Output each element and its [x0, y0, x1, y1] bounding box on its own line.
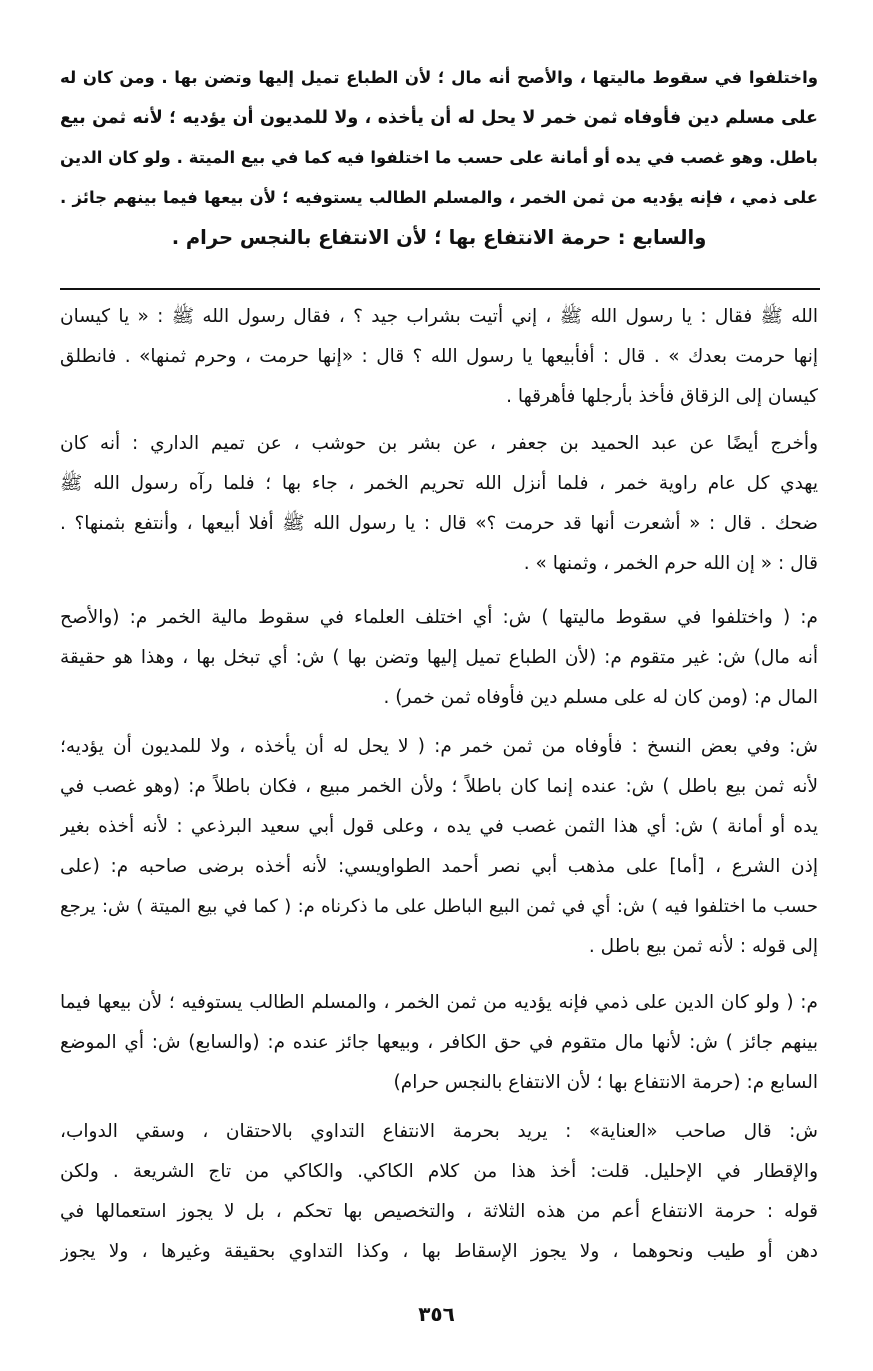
- commentary-line: ش: وفي بعض النسخ : فأوفاه من ثمن خمر م: ( لا يحل له أن يأخذه ، ولا للمديون أن يؤديه؛: [60, 736, 818, 757]
- commentary-line: دهن أو طيب ونحوهما ، ولا يجوز الإسقاط بها ، وكذا التداوي بحقيقة وغيرها ، ولا يجوز: [60, 1241, 818, 1262]
- commentary-line: الله ﷺ فقال : يا رسول الله ﷺ ، إني أتيت بشراب جيد ؟ ، فقال رسول الله ﷺ : « يا كيسان: [60, 306, 818, 327]
- commentary-line: قال : « إن الله حرم الخمر ، وثمنها » .: [523, 553, 818, 574]
- commentary-paragraph: [60, 424, 818, 584]
- commentary-line: المال م: (ومن كان له على مسلم دين فأوفاه ثمن خمر) .: [383, 687, 818, 708]
- commentary-line: كيسان إلى الزقاق فأخذ بأرجلها فأهرقها .: [506, 386, 818, 407]
- commentary-paragraph: [60, 1112, 818, 1272]
- commentary-line: يهدي كل عام راوية خمر ، فلما أنزل الله تحريم الخمر ، جاء بها ؛ فلما رآه رسول الله ﷺ: [60, 473, 818, 494]
- commentary-line: م: ( واختلفوا في سقوط ماليتها ) ش: أي اختلف العلماء في سقوط مالية الخمر م: (والأصح: [60, 607, 818, 628]
- commentary-line: السابع م: (حرمة الانتفاع بها ؛ لأن الانتفاع بالنجس حرام): [393, 1072, 818, 1093]
- commentary-line: وأخرج أيضًا عن عبد الحميد بن جعفر ، عن بشر بن حوشب ، عن تميم الداري : أنه كان: [60, 433, 818, 454]
- commentary-line: حسب ما اختلفوا فيه ) ش: أي في ثمن البيع الباطل على ما ذكرناه م: ( كما في بيع الميتة ) ش: يرجع: [60, 896, 818, 917]
- commentary-line: لأنه ثمن بيع باطل ) ش: عنده إنما كان باطلاً ؛ ولأن الخمر مبيع ، فكان باطلاً م: (وهو غصب في: [60, 776, 818, 797]
- commentary-paragraph: [60, 297, 818, 417]
- commentary-line: والإقطار في الإحليل. قلت: أخذ هذا من كلام الكاكي. والكاكي من تاج الشريعة . ولكن: [60, 1161, 818, 1182]
- separator-rule: [60, 288, 820, 290]
- commentary-line: بينهم جائز ) ش: لأنها مال متقوم في حق الكافر ، وبيعها جائز عنده م: (والسابع) ش: أي الموضع: [60, 1032, 818, 1053]
- commentary-paragraph: [60, 598, 818, 718]
- commentary-line: ضحك . قال : « أشعرت أنها قد حرمت ؟» قال : يا رسول الله ﷺ أفلا أبيعها ، وأنتفع بثمنها؟ .: [60, 513, 818, 534]
- commentary-line: إنها حرمت بعدك » . قال : أفأبيعها يا رسول الله ؟ قال : «إنها حرمت ، وحرم ثمنها» . فانطلق: [60, 346, 818, 367]
- main-line: على ذمي ، فإنه يؤديه من ثمن الخمر ، والمسلم الطالب يستوفيه ؛ لأن بيعها فيما بينهم جائز .: [60, 188, 818, 207]
- commentary-line: م: ( ولو كان الدين على ذمي فإنه يؤديه من ثمن الخمر ، والمسلم الطالب يستوفيه ؛ لأن بيعها فيما: [60, 992, 818, 1013]
- main-line: والسابع : حرمة الانتفاع بها ؛ لأن الانتفاع بالنجس حرام .: [171, 226, 707, 249]
- commentary-line: إلى قوله : لأنه ثمن بيع باطل .: [588, 936, 818, 957]
- commentary-line: أنه مال) ش: غير متقوم م: (لأن الطباع تميل إليها وتضن بها ) ش: أي تبخل بها ، وهذا هو حقيقة: [60, 647, 818, 668]
- commentary-paragraph: [60, 727, 818, 967]
- commentary-line: إذن الشرع ، [أما] على مذهب أبي نصر أحمد الطواويسي: لأنه أخذه برضى صاحبه م: (على: [60, 856, 818, 877]
- main-line: باطل. وهو غصب في يده أو أمانة على حسب ما اختلفوا فيه كما في بيع الميتة . ولو كان الدين: [60, 148, 818, 167]
- page-number: ٣٥٦: [418, 1302, 455, 1326]
- main-line: واختلفوا في سقوط ماليتها ، والأصح أنه مال ؛ لأن الطباع تميل إليها وتضن بها . ومن كان له: [60, 68, 818, 87]
- commentary-line: ش: قال صاحب «العناية» : يريد بحرمة الانتفاع التداوي بالاحتقان ، وسقي الدواب،: [60, 1121, 818, 1142]
- main-line: على مسلم دين فأوفاه ثمن خمر لا يحل له أن يأخذه ، ولا للمديون أن يؤديه ؛ لأنه ثمن بيع: [60, 108, 818, 128]
- commentary-line: يده أو أمانة ) ش: أي هذا الثمن غصب في يده ، وعلى قول أبي سعيد البرذعي : لأنه أخذه بغير: [60, 816, 818, 837]
- commentary-line: قوله : حرمة الانتفاع أعم من هذه الثلاثة ، والتخصيص بها تحكم ، بل لا يجوز استعمالها في: [60, 1201, 818, 1222]
- main-text: [60, 58, 818, 258]
- commentary-paragraph: [60, 983, 818, 1103]
